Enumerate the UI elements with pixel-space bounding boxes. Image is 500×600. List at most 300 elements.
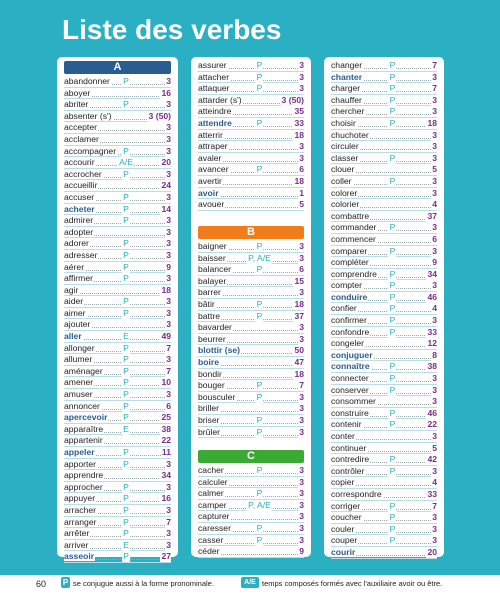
verb-row (331, 222, 437, 234)
verb-marker: P (389, 222, 396, 233)
conjugation-number: 18 (294, 129, 304, 140)
verb-row (64, 122, 171, 134)
verb-name: accrocher (64, 168, 102, 179)
verb-row (331, 454, 437, 466)
verb-name: boire (198, 356, 220, 367)
verb-marker: P (256, 264, 263, 275)
verb-row (331, 257, 437, 269)
dot-leader (64, 293, 171, 294)
verb-name: accepter (64, 122, 97, 133)
conjugation-number: 6 (432, 233, 437, 244)
verb-marker: P (256, 522, 263, 533)
verb-name: adresser (64, 249, 98, 260)
verb-row (64, 331, 171, 343)
verb-name: bâtir (198, 298, 215, 309)
verb-row (198, 427, 304, 439)
verb-marker: P (389, 523, 396, 534)
conjugation-number: 3 (166, 389, 171, 400)
conjugation-number: 3 (166, 319, 171, 330)
conjugation-number: 3 (432, 71, 437, 82)
verb-row (64, 273, 171, 285)
verb-marker: E (123, 331, 129, 342)
verb-marker: P (389, 94, 396, 105)
conjugation-number: 3 (299, 522, 304, 533)
conjugation-number: 3 (432, 106, 437, 117)
verb-name: conjuguer (331, 349, 373, 360)
verb-row (64, 157, 171, 169)
verb-marker: P (123, 551, 129, 562)
verb-name: confondre (331, 326, 370, 337)
verb-row (198, 60, 304, 72)
verb-name: avaler (198, 152, 222, 163)
verb-name: calmer (198, 488, 224, 499)
verb-name: bouger (198, 380, 225, 391)
verb-row (198, 465, 304, 477)
conjugation-number: 3 (432, 152, 437, 163)
conjugation-number: 6 (166, 400, 171, 411)
verb-row (331, 361, 437, 373)
verb-row (64, 227, 171, 239)
verb-name: barrer (198, 287, 221, 298)
verb-marker: P (256, 298, 263, 309)
verb-name: compter (331, 280, 363, 291)
column-3 (324, 57, 444, 557)
verb-name: circuler (331, 141, 359, 152)
verb-name: ajouter (64, 319, 91, 330)
verb-row (198, 164, 304, 176)
verb-name: aller (64, 331, 82, 342)
verb-row (64, 447, 171, 459)
verb-name: attraper (198, 141, 228, 152)
conjugation-number: 27 (161, 551, 171, 562)
conjugation-number: 18 (294, 298, 304, 309)
verb-name: baisser (198, 252, 226, 263)
verb-name: continuer (331, 442, 367, 453)
conjugation-number: 3 (299, 60, 304, 70)
conjugation-number: 33 (294, 117, 304, 128)
verb-name: aider (64, 296, 84, 307)
conjugation-number: 3 (432, 129, 437, 140)
verb-marker: P (256, 71, 263, 82)
conjugation-number: 37 (427, 210, 437, 221)
verb-row (64, 389, 171, 401)
verb-marker: P (389, 245, 396, 256)
verb-marker: P (389, 361, 396, 372)
conjugation-number: 38 (427, 361, 437, 372)
conjugation-number: 38 (161, 423, 171, 434)
verb-row (198, 392, 304, 404)
verb-marker: P (389, 512, 396, 523)
verb-name: copier (331, 477, 355, 488)
verb-marker: P (123, 504, 129, 515)
verb-list (331, 60, 437, 559)
verb-name: asseoir (64, 551, 95, 562)
verb-name: avancer (198, 164, 229, 175)
conjugation-number: 24 (161, 180, 171, 191)
verb-name: chauffer (331, 94, 362, 105)
verb-name: chuchoter (331, 129, 369, 140)
conjugation-number: 3 (432, 523, 437, 534)
verb-marker: P (123, 168, 129, 179)
verb-marker: A/E (119, 157, 133, 168)
verb-marker: P, A/E (248, 499, 271, 510)
verb-marker: P, A/E (248, 252, 271, 263)
conjugation-number: 3 (166, 539, 171, 550)
verb-marker: P (389, 83, 396, 94)
verb-marker: P (389, 303, 396, 314)
verb-row (198, 334, 304, 346)
verb-name: commander (331, 222, 377, 233)
verb-row (331, 524, 437, 536)
verb-row (331, 408, 437, 420)
conjugation-number: 22 (161, 435, 171, 446)
conjugation-number: 3 (299, 414, 304, 425)
conjugation-number: 18 (427, 117, 437, 128)
verb-row (331, 477, 437, 489)
verb-name: conserver (331, 384, 369, 395)
verb-marker: P (389, 106, 396, 117)
verb-marker: P (123, 447, 129, 457)
verb-marker: P (123, 99, 129, 110)
verb-name: corriger (331, 500, 361, 511)
verb-name: consommer (331, 396, 376, 407)
verb-marker: P (123, 400, 129, 411)
conjugation-number: 5 (432, 164, 437, 175)
verb-name: approcher (64, 481, 103, 492)
conjugation-number: 3 (432, 187, 437, 198)
conjugation-number: 3 (299, 488, 304, 499)
verb-name: avoir (198, 187, 219, 198)
verb-name: abandonner (64, 76, 110, 86)
verb-row (198, 141, 304, 153)
verb-name: contenir (331, 419, 362, 430)
conjugation-number: 3 (166, 481, 171, 492)
verb-name: camper (198, 499, 227, 510)
verb-list (64, 76, 171, 563)
verb-name: allonger (64, 342, 95, 353)
conjugation-number: 9 (299, 546, 304, 557)
verb-row (331, 396, 437, 408)
conjugation-number: 3 (299, 534, 304, 545)
verb-marker: P (389, 315, 396, 326)
conjugation-number: 18 (294, 368, 304, 379)
conjugation-number: 3 (166, 122, 171, 133)
verb-row (331, 269, 437, 281)
verb-list (198, 241, 304, 438)
conjugation-number: 3 (299, 465, 304, 475)
verb-row (64, 424, 171, 436)
verb-name: courir (331, 546, 356, 557)
conjugation-number: 4 (432, 303, 437, 314)
conjugation-number: 22 (427, 419, 437, 430)
verb-name: coller (331, 175, 352, 186)
verb-row (331, 547, 437, 559)
verb-row (64, 146, 171, 158)
verb-marker: P (389, 535, 396, 546)
verb-row (64, 250, 171, 262)
conjugation-number: 16 (161, 493, 171, 504)
verb-name: aérer (64, 261, 85, 272)
verb-name: bousculer (198, 391, 236, 402)
verb-row (64, 204, 171, 216)
section-header-c: C (198, 450, 304, 463)
verb-row (198, 357, 304, 369)
conjugation-number: 3 (299, 499, 304, 510)
verb-row (198, 369, 304, 381)
verb-name: accuser (64, 191, 95, 202)
verb-marker: P (256, 164, 263, 175)
verb-marker: P (123, 296, 129, 307)
verb-name: confier (331, 303, 357, 314)
verb-marker: P (123, 76, 129, 86)
conjugation-number: 3 (432, 315, 437, 326)
conjugation-number: 12 (427, 338, 437, 349)
verb-name: coucher (331, 512, 362, 523)
verb-row (64, 99, 171, 111)
verb-marker: P (123, 273, 129, 284)
verb-name: couper (331, 535, 358, 546)
conjugation-number: 3 (432, 384, 437, 395)
verb-row (331, 535, 437, 547)
verb-name: atteindre (198, 106, 232, 117)
verb-marker: P (256, 83, 263, 94)
conjugation-number: 4 (432, 199, 437, 210)
verb-row (331, 338, 437, 350)
verb-marker: P (123, 215, 129, 226)
verb-row (331, 431, 437, 443)
verb-row (64, 76, 171, 88)
verb-marker: P (256, 465, 263, 475)
verb-row (64, 412, 171, 424)
verb-name: construire (331, 407, 369, 418)
verb-row (198, 500, 304, 512)
verb-row (64, 401, 171, 413)
verb-name: comparer (331, 245, 368, 256)
conjugation-number: 3 (166, 168, 171, 179)
verb-row (64, 505, 171, 517)
verb-marker: P (389, 373, 396, 384)
verb-row (331, 443, 437, 455)
verb-name: bondir (198, 368, 222, 379)
verb-name: bavarder (198, 322, 232, 333)
verb-marker: P (389, 384, 396, 395)
conjugation-number: 3 (166, 99, 171, 110)
verb-name: changer (331, 60, 363, 70)
verb-marker: P (389, 280, 396, 291)
verb-name: assurer (198, 60, 227, 70)
verb-row (64, 493, 171, 505)
conjugation-number: 7 (432, 83, 437, 94)
verb-name: aboyer (64, 87, 91, 98)
conjugation-number: 7 (299, 380, 304, 391)
conjugation-number: 3 (432, 396, 437, 407)
verb-row (64, 262, 171, 274)
verb-marker: P (256, 310, 263, 321)
verb-row (198, 118, 304, 130)
conjugation-number: 3 (432, 94, 437, 105)
verb-name: colorer (331, 187, 358, 198)
verb-name: contredire (331, 454, 370, 465)
conjugation-number: 34 (161, 470, 171, 481)
verb-row (64, 435, 171, 447)
conjugation-number: 9 (432, 257, 437, 268)
verb-name: conduire (331, 291, 368, 302)
verb-name: chanter (331, 71, 363, 82)
verb-name: attaquer (198, 83, 230, 94)
verb-row (331, 130, 437, 142)
conjugation-number: 3 (166, 296, 171, 307)
verb-name: capturer (198, 511, 230, 522)
conjugation-number: 14 (161, 203, 171, 214)
verb-row (331, 95, 437, 107)
verb-name: accueillir (64, 180, 98, 191)
conjugation-number: 18 (294, 175, 304, 186)
verb-row (64, 215, 171, 227)
verb-marker: P (389, 500, 396, 511)
verb-row (64, 285, 171, 297)
conjugation-number: 3 (432, 245, 437, 256)
verb-row (64, 377, 171, 389)
conjugation-number: 35 (294, 106, 304, 117)
verb-marker: P (123, 354, 129, 365)
verb-name: appartenir (64, 435, 103, 446)
verb-row (331, 489, 437, 501)
verb-row (198, 403, 304, 415)
verb-name: affirmer (64, 273, 93, 284)
verb-row (331, 466, 437, 478)
verb-row (198, 276, 304, 288)
verb-row (331, 176, 437, 188)
column-1 (57, 57, 178, 562)
verb-row (331, 211, 437, 223)
conjugation-number: 8 (432, 349, 437, 360)
verb-marker: P (256, 60, 263, 70)
verb-name: attendre (198, 117, 232, 128)
verb-name: brûler (198, 426, 220, 437)
verb-row (64, 238, 171, 250)
verb-row (64, 354, 171, 366)
verb-name: commencer (331, 233, 376, 244)
verb-name: baigner (198, 241, 227, 251)
verb-marker: E (123, 539, 129, 550)
verb-name: contrôler (331, 465, 365, 476)
verb-row (198, 241, 304, 253)
verb-marker: P (123, 377, 129, 388)
conjugation-number: 3 (166, 458, 171, 469)
verb-row (331, 60, 437, 72)
verb-row (64, 540, 171, 552)
verb-row (198, 415, 304, 427)
verb-name: adorer (64, 238, 89, 249)
verb-name: amuser (64, 389, 93, 400)
verb-name: comprendre (331, 268, 377, 279)
verb-row (198, 511, 304, 523)
verb-row (64, 296, 171, 308)
verb-row (198, 287, 304, 299)
verb-row (198, 264, 304, 276)
conjugation-number: 3 (166, 145, 171, 156)
conjugation-number: 33 (427, 326, 437, 337)
verb-row (331, 350, 437, 362)
verb-row (198, 83, 304, 95)
page-title: Liste des verbes (62, 14, 282, 45)
conjugation-number: 46 (427, 291, 437, 302)
verb-name: aimer (64, 307, 86, 318)
verb-row (331, 153, 437, 165)
conjugation-number: 3 (299, 391, 304, 402)
verb-marker: P (389, 268, 396, 279)
verb-row (198, 106, 304, 118)
verb-name: combattre (331, 210, 370, 221)
verb-name: briser (198, 414, 220, 425)
verb-name: couler (331, 523, 355, 534)
verb-marker: P (389, 175, 396, 186)
conjugation-number: 3 (166, 226, 171, 237)
verb-name: admirer (64, 215, 94, 226)
verb-row (198, 130, 304, 142)
verb-row (198, 535, 304, 547)
verb-name: blottir (se) (198, 345, 241, 356)
verb-name: annoncer (64, 400, 100, 411)
verb-name: accourir (64, 157, 95, 168)
verb-name: amener (64, 377, 94, 388)
conjugation-number: 3 (299, 333, 304, 344)
verb-row (198, 299, 304, 311)
verb-name: congeler (331, 338, 364, 349)
verb-name: connaître (331, 361, 370, 372)
verb-row (331, 501, 437, 513)
verb-marker: P (389, 152, 396, 163)
verb-row (331, 188, 437, 200)
verb-row (64, 551, 171, 563)
conjugation-number: 3 (299, 476, 304, 487)
verb-marker: P (389, 60, 396, 70)
conjugation-number: 3 (432, 373, 437, 384)
verb-row (198, 311, 304, 323)
conjugation-number: 7 (166, 342, 171, 353)
verb-row (331, 234, 437, 246)
legend-pronominal-text: se conjugue aussi à la forme pronominale. (73, 579, 214, 588)
verb-name: allumer (64, 354, 93, 365)
verb-row (198, 72, 304, 84)
verb-row (331, 118, 437, 130)
verb-marker: P (256, 488, 263, 499)
conjugation-number: 3 (299, 141, 304, 152)
conjugation-number: 9 (166, 261, 171, 272)
conjugation-number: 3 (432, 175, 437, 186)
conjugation-number: 16 (161, 87, 171, 98)
conjugation-number: 3 (299, 83, 304, 94)
conjugation-number: 3 (166, 528, 171, 539)
verb-row (198, 153, 304, 165)
conjugation-number: 49 (161, 331, 171, 342)
verb-row (331, 280, 437, 292)
verb-marker: P (389, 465, 396, 476)
verb-name: avouer (198, 199, 225, 210)
section-header-b: B (198, 226, 304, 239)
verb-name: clouer (331, 164, 355, 175)
verb-name: calculer (198, 476, 228, 487)
conjugation-number: 34 (427, 268, 437, 279)
verb-name: apporter (64, 458, 97, 469)
conjugation-number: 20 (427, 546, 437, 557)
verb-name: battre (198, 310, 220, 321)
verb-marker: P (123, 145, 129, 156)
verb-row (331, 72, 437, 84)
verb-name: acheter (64, 203, 95, 214)
section-header-a: A (64, 61, 171, 74)
conjugation-number: 7 (432, 60, 437, 70)
